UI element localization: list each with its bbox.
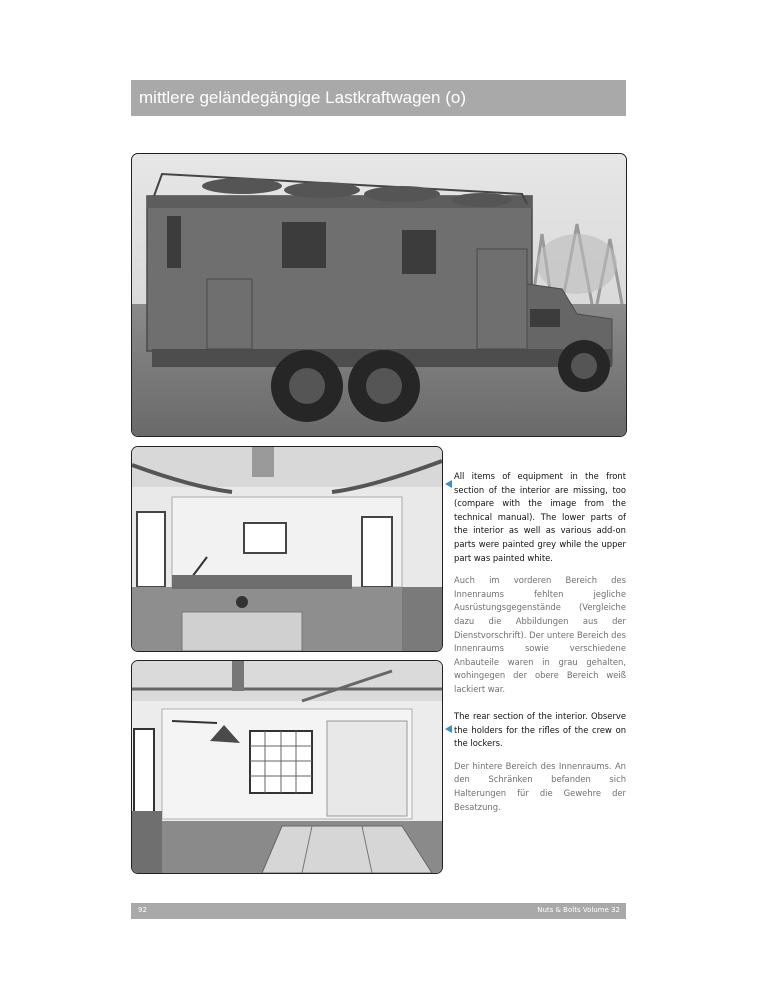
caption-interior-front xyxy=(454,470,626,697)
caption-german: Auch im vorderen Bereich des Innenraums fehlten jegliche Ausrüstungsgegenstände (Vergleiche dazu die Abbildungen aus der Dienstvorschrift). Der untere Bereich des Innenraums sowie verschiedene Anbauteile waren in grau gehalten, wohingegen der obere Bereich weiß lackiert war. xyxy=(454,575,627,694)
publication-title: Nuts & Bolts Volume 32 xyxy=(537,906,620,914)
interior-front-photo xyxy=(131,446,443,652)
caption-english: The rear section of the interior. Observe the holders for the rifles of the crew on the lockers. xyxy=(454,711,626,749)
caption-interior-rear xyxy=(454,710,626,814)
chapter-title: mittlere geländegängige Lastkraftwagen (o) xyxy=(139,88,466,107)
chapter-header-bar xyxy=(131,80,626,116)
page-number: 92 xyxy=(138,906,147,914)
footer-bar xyxy=(131,903,626,919)
caption-english: All items of equipment in the front section of the interior are missing, too (compare with the image from the technical manual). The lower parts of the interior as well as various add-on parts were painted grey while the upper part was painted white. xyxy=(454,471,626,563)
caption-german: Der hintere Bereich des Innenraums. An den Schränken befanden sich Halterungen für die Gewehre der Besatzung. xyxy=(454,760,626,812)
interior-rear-photo xyxy=(131,660,443,874)
truck-exterior-photo xyxy=(131,153,627,437)
caption-pointer-icon xyxy=(445,725,452,733)
caption-pointer-icon xyxy=(445,480,452,488)
